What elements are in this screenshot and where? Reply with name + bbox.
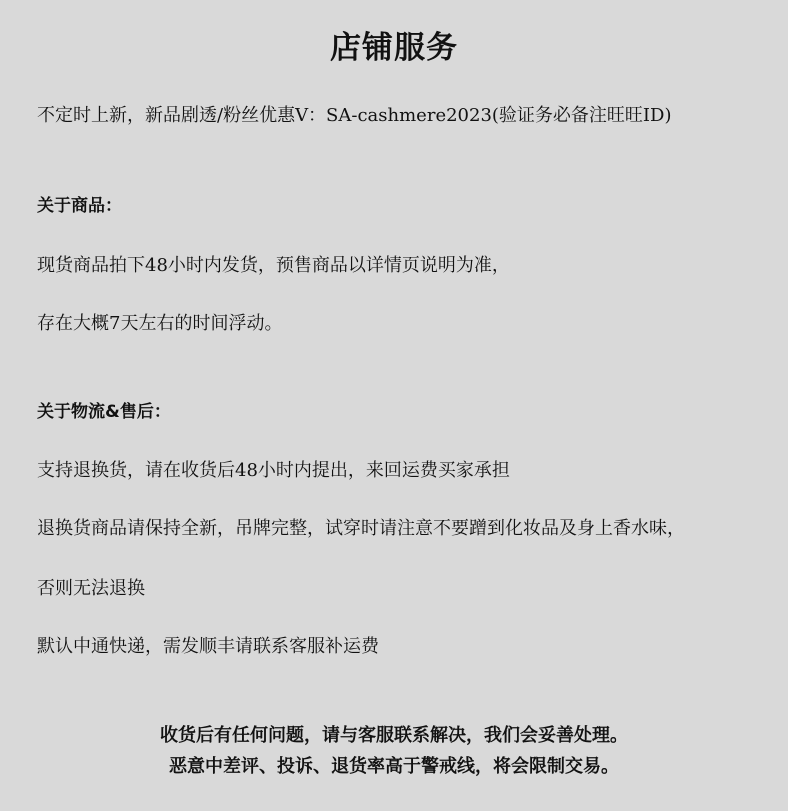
logistics-heading: 关于物流&售后： (37, 402, 171, 422)
footer-line-1: 收货后有任何问题，请与客服联系解决，我们会妥善处理。 (160, 725, 628, 746)
products-line-2: 存在大概7天左右的时间浮动。 (37, 313, 283, 334)
logistics-line-4: 默认中通快递，需发顺丰请联系客服补运费 (37, 636, 379, 657)
products-line-1: 现货商品拍下48小时内发货，预售商品以详情页说明为准， (37, 255, 510, 276)
intro-text: 不定时上新，新品剧透/粉丝优惠V：SA-cashmere2023(验证务必备注旺旺ID) (37, 105, 672, 126)
products-heading: 关于商品： (37, 196, 122, 216)
logistics-line-1: 支持退换货，请在收货后48小时内提出，来回运费买家承担 (37, 460, 510, 481)
page-title: 店铺服务 (330, 30, 458, 66)
footer-line-2: 恶意中差评、投诉、退货率高于警戒线，将会限制交易。 (169, 756, 619, 777)
logistics-line-3: 否则无法退换 (37, 578, 145, 599)
logistics-line-2: 退换货商品请保持全新，吊牌完整，试穿时请注意不要蹭到化妆品及身上香水味， (37, 518, 685, 539)
